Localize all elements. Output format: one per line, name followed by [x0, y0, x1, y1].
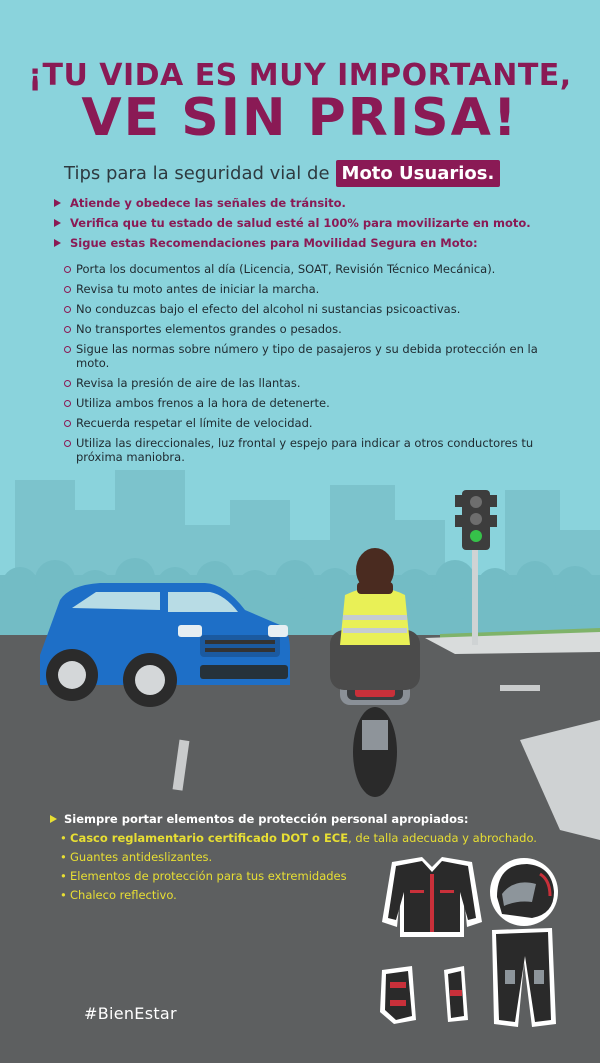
recommendation-item: Utiliza las direccionales, luz frontal y espejo para indicar a otros conductores tu próxima maniobra. — [64, 436, 544, 464]
protection-item — [60, 831, 570, 845]
protection-item-bold: Casco reglamentario certificado DOT o ECE — [70, 831, 349, 845]
main-tip: Verifica que tu estado de salud esté al 100% para movilizarte en moto. — [54, 216, 574, 230]
recommendation-item: Sigue las normas sobre número y tipo de pasajeros y su debida protección en la moto. — [64, 342, 544, 370]
recommendation-item: Porta los documentos al día (Licencia, SOAT, Revisión Técnico Mecánica). — [64, 262, 544, 276]
glove-icon — [444, 966, 468, 1022]
helmet-icon — [490, 858, 558, 926]
protection-item-rest: , de talla adecuada y abrochado. — [348, 831, 537, 845]
headline-line-1: ¡TU VIDA ES MUY IMPORTANTE, — [28, 58, 572, 93]
subtitle-highlight: Moto Usuarios. — [336, 160, 501, 187]
main-tip: Sigue estas Recomendaciones para Movilidad Segura en Moto: — [54, 236, 574, 250]
recommendation-item: Revisa tu moto antes de iniciar la marcha. — [64, 282, 544, 296]
jacket-icon — [382, 857, 482, 937]
main-tip: Atiende y obedece las señales de tránsito. — [54, 196, 574, 210]
lane-marking — [500, 685, 540, 691]
headline-line-2: VE SIN PRISA! — [81, 88, 519, 148]
protective-gear-illustration — [372, 852, 562, 1032]
boot-icon — [380, 966, 416, 1024]
hashtag: #BienEstar — [84, 1004, 177, 1023]
recommendation-item: Utiliza ambos frenos a la hora de detenerte. — [64, 396, 544, 410]
recommendation-item: No conduzcas bajo el efecto del alcohol ni sustancias psicoactivas. — [64, 302, 544, 316]
main-tips-list — [54, 196, 574, 256]
pants-icon — [492, 928, 556, 1027]
protection-item: • Guantes antideslizantes. — [60, 850, 570, 864]
protection-item: • Elementos de protección para tus extremidades — [60, 869, 570, 883]
protection-heading: Siempre portar elementos de protección personal apropiados: — [50, 812, 570, 826]
recommendation-item: Recuerda respetar el límite de velocidad. — [64, 416, 544, 430]
subtitle-text: Tips para la seguridad vial de — [64, 162, 330, 184]
subtitle — [64, 158, 500, 188]
protection-item: • Chaleco reflectivo. — [60, 888, 570, 902]
recommendations-list — [64, 262, 544, 470]
recommendation-item: Revisa la presión de aire de las llantas. — [64, 376, 544, 390]
recommendation-item: No transportes elementos grandes o pesados. — [64, 322, 544, 336]
